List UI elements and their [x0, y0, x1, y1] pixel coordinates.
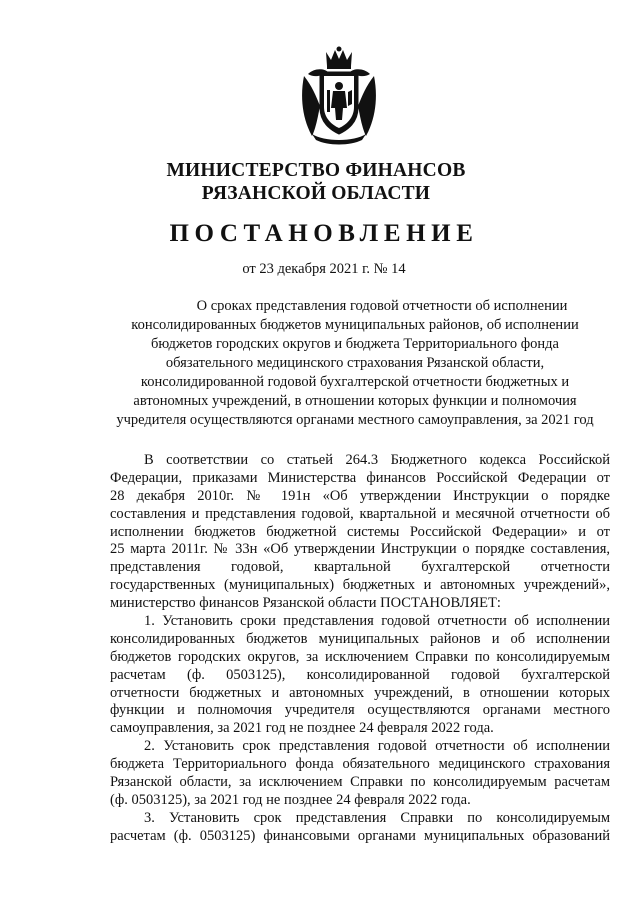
body-line: Федерации, приказами Министерства финансов Российской Федерации от — [110, 469, 610, 486]
body-line: (ф. 0503125), за 2021 год не позднее 24 февраля 2022 года. — [110, 791, 471, 808]
body-line: 1. Установить сроки представления годовой отчетности об исполнении — [144, 613, 610, 630]
body-line: 3. Установить срок представления Справки по консолидируемым — [144, 809, 610, 826]
subject-line: автономных учреждений, в отношении которых функции и полномочия — [133, 393, 577, 409]
body-line: 2. Установить срок представления годовой отчетности об исполнении — [144, 738, 610, 755]
body-line: расчетам (ф. 0503125), консолидированной годовой бухгалтерской — [110, 666, 610, 683]
body-line: отчетности бюджетных и автономных учреждений, в отношении которых — [110, 684, 610, 701]
ministry-name-line2: РЯЗАНСКОЙ ОБЛАСТИ — [201, 183, 431, 204]
body-line: самоуправления, за 2021 год не позднее 24 февраля 2022 года. — [110, 720, 494, 737]
ministry-name-line1: МИНИСТЕРСТВО ФИНАНСОВ — [166, 160, 466, 181]
subject-line: бюджетов городских округов и бюджета Территориального фонда — [151, 336, 559, 352]
document-type-title: ПОСТАНОВЛЕНИЕ — [169, 220, 479, 247]
subject-line: консолидированных бюджетов муниципальных районов, об исполнении — [131, 317, 579, 333]
body-line: В соответствии со статьей 264.3 Бюджетного кодекса Российской — [144, 452, 610, 468]
body-line: 28 декабря 2010г. № 191н «Об утверждении Инструкции о порядке — [110, 487, 610, 504]
subject-line: учредителя осуществляются органами местного самоуправления, за 2021 год — [116, 412, 594, 428]
body-line: бюджетов городских округов, за исключением Справки по консолидируемым — [110, 648, 610, 665]
body-line: 25 марта 2011г. № 33н «Об утверждении Инструкции о порядке составления, — [110, 541, 610, 558]
body-line: расчетам (ф. 0503125) финансовыми органами муниципальных образований — [110, 827, 610, 844]
ryazan-coat-of-arms-icon — [298, 46, 380, 146]
body-line: составления и представления годовой, квартальной и месячной отчетности об — [110, 505, 610, 522]
body-line: министерство финансов Рязанской области ПОСТАНОВЛЯЕТ: — [110, 595, 501, 612]
body-line: исполнении бюджетов бюджетной системы Российской Федерации» и от — [110, 523, 610, 540]
document-body — [110, 452, 610, 846]
body-line: представления годовой, квартальной бухгалтерской отчетности — [110, 559, 610, 576]
body-line: бюджета Территориального фонда обязательного медицинского страхования — [110, 756, 610, 773]
document-subject — [108, 297, 602, 430]
body-line: государственных (муниципальных) бюджетных и автономных учреждений», — [110, 577, 610, 594]
subject-line: консолидированной годовой бухгалтерской отчетности бюджетных и — [140, 374, 570, 390]
subject-line: обязательного медицинского страхования Рязанской области, — [165, 355, 545, 371]
body-line: функции и полномочия учредителя осуществляются органами местного — [110, 702, 610, 719]
body-line: Рязанской области, за исключением Справки по консолидируемым расчетам — [110, 774, 610, 791]
subject-line: О сроках представления годовой отчетности об исполнении — [196, 298, 568, 314]
body-line: консолидированных бюджетов муниципальных районов и об исполнении — [110, 630, 610, 647]
document-date-number: от 23 декабря 2021 г. № 14 — [242, 261, 406, 277]
